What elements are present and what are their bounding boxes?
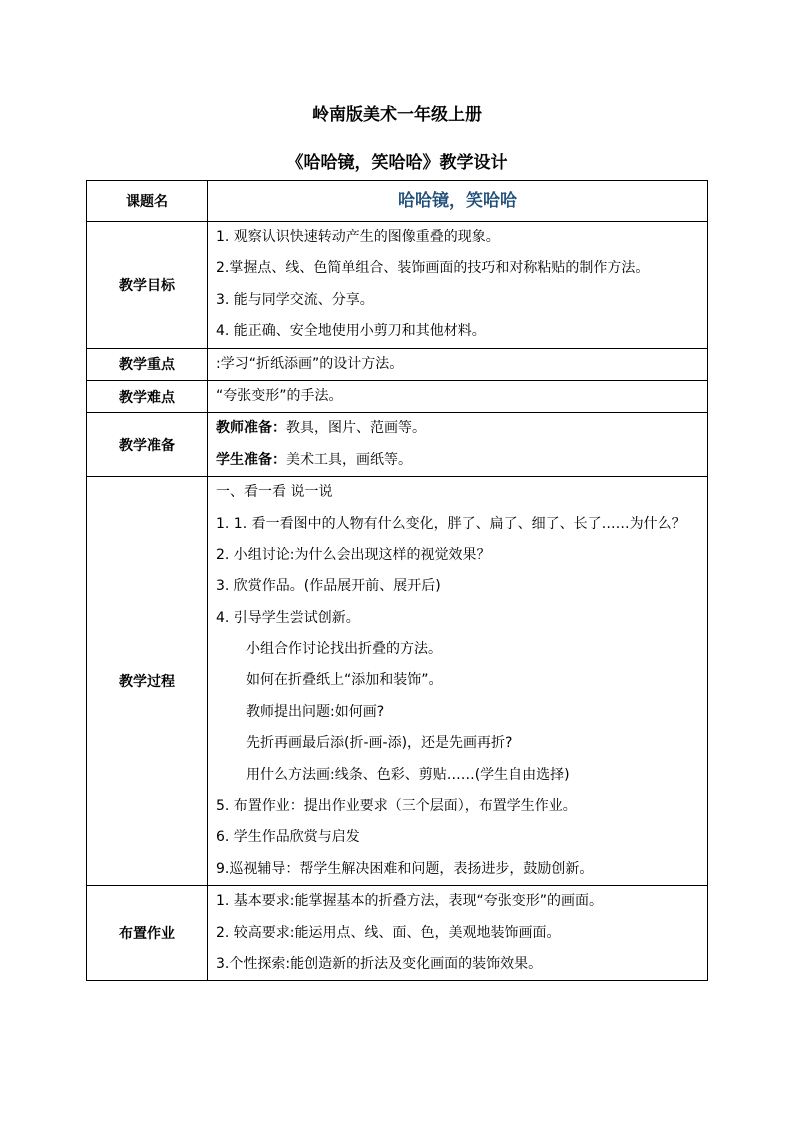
table-row-homework: [87, 886, 708, 981]
table-row-difficulty: [87, 380, 708, 412]
student-preparation: [216, 445, 707, 476]
process-label: 教学过程: [87, 477, 208, 886]
homework-item: 2. 较高要求:能运用点、线、面、色，美观地装饰画面。: [216, 924, 561, 941]
table-row-preparation: [87, 413, 708, 477]
goal-item: 2.掌握点、线、色简单组合、装饰画面的技巧和对称粘贴的制作方法。: [216, 260, 650, 277]
table-row-key-point: [87, 348, 708, 380]
process-step: 6. 学生作品欣赏与启发: [216, 829, 360, 846]
teacher-preparation: [216, 413, 707, 444]
difficulty-label: 教学难点: [87, 380, 208, 412]
student-preparation-label: 学生准备：: [216, 451, 286, 468]
goal-item: 1. 观察认识快速转动产生的图像重叠的现象。: [216, 229, 500, 245]
key-point-label: 教学重点: [87, 348, 208, 380]
process-substep: 先折再画最后添(折-画-添)，还是先画再折?: [246, 735, 513, 752]
process-step: 9.巡视辅导：帮学生解决困难和问题，表扬进步，鼓励创新。: [216, 860, 594, 877]
key-point-cell: [208, 348, 708, 380]
homework-item: 3.个性探索:能创造新的折法及变化画面的装饰效果。: [216, 956, 543, 972]
difficulty-value: “夸张变形”的手法。: [216, 387, 343, 404]
topic-label: 课题名: [87, 181, 208, 222]
preparation-label: 教学准备: [87, 413, 208, 477]
process-step: 2. 小组讨论:为什么会出现这样的视觉效果？: [216, 546, 491, 563]
student-preparation-value: 美术工具，画纸等。: [286, 451, 412, 468]
process-substep: 用什么方法画:线条、色彩、剪贴……(学生自由选择): [246, 766, 570, 783]
teacher-preparation-label: 教师准备：: [216, 420, 286, 437]
process-step: 3. 欣赏作品。(作品展开前、展开后): [216, 578, 441, 595]
process-substep: 小组合作讨论找出折叠的方法。: [246, 641, 442, 658]
difficulty-cell: [208, 380, 708, 412]
key-point-value: :学习“折纸添画”的设计方法。: [216, 355, 404, 372]
table-row-topic: [87, 181, 708, 222]
homework-item: 1. 基本要求:能掌握基本的折叠方法，表现“夸张变形”的画面。: [216, 893, 604, 910]
document-title: 岭南版美术一年级上册: [312, 105, 482, 125]
table-row-goals: [87, 222, 708, 349]
topic-cell: [208, 181, 708, 222]
goal-item: 3. 能与同学交流、分享。: [216, 291, 374, 308]
homework-label: 布置作业: [87, 886, 208, 981]
goals-cell: [208, 222, 708, 349]
process-step: 4. 引导学生尝试创新。: [216, 609, 360, 626]
process-substep: 如何在折叠纸上“添加和装饰”。: [246, 672, 443, 689]
teacher-preparation-value: 教具，图片、范画等。: [286, 420, 426, 437]
process-step: 1. 1. 看一看图中的人物有什么变化，胖了、扁了、细了、长了……为什么？: [216, 515, 686, 532]
process-substep: 教师提出问题:如何画?: [246, 703, 385, 720]
table-row-process: [87, 477, 708, 886]
lesson-plan-table: [86, 180, 708, 981]
topic-value: 哈哈镜，笑哈哈: [398, 191, 517, 211]
goal-item: 4. 能正确、安全地使用小剪刀和其他材料。: [216, 323, 486, 340]
process-step: 一、看一看 说一说: [216, 484, 333, 501]
process-cell: [208, 477, 708, 886]
process-step: 5. 布置作业：提出作业要求（三个层面），布置学生作业。: [216, 798, 577, 815]
homework-cell: [208, 886, 708, 981]
document-subtitle: 《哈哈镜，笑哈哈》教学设计: [286, 153, 508, 173]
goals-label: 教学目标: [87, 222, 208, 349]
preparation-cell: [208, 413, 708, 477]
